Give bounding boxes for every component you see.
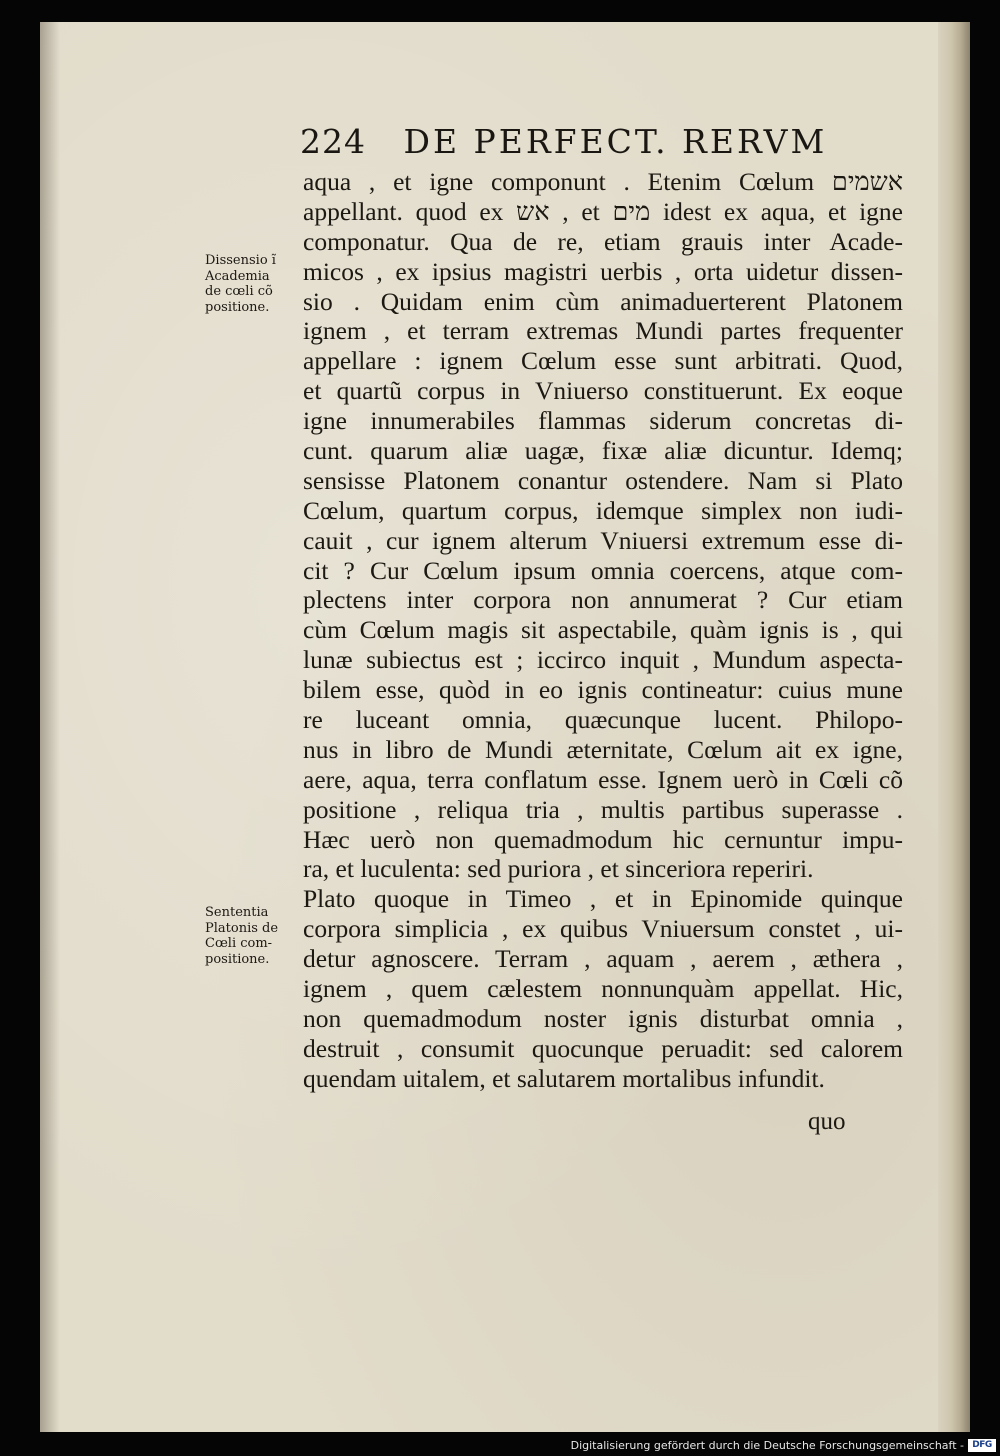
marginal-note-line: de cœli cõ [205,284,273,299]
text-line: lunæ subiectus est ; iccirco inquit , Mundum aspecta- [303,645,903,675]
text-line: cùm Cœlum magis sit aspectabile, quàm ignis is , qui [303,615,903,645]
marginal-note-line: Platonis de [205,920,279,936]
text-line: plectens inter corpora non annumerat ? Cur etiam [303,585,903,615]
text-line: igne innumerabiles flammas siderum concretas di- [303,406,903,436]
text-line: Cœlum, quartum corpus, idemque simplex non iudi- [303,495,903,525]
footer-bar [0,1436,1000,1456]
text-line: re luceant omnia, quæcunque lucent. Philopo- [303,705,903,735]
marginal-note-line: Cœli com- [205,936,273,951]
marginal-note-dissensio [205,253,301,315]
text-line: bilem esse, quòd in eo ignis contineatur: cuius mune [303,675,903,705]
page-edge [938,22,970,1432]
text-line: appellare : ignem Cœlum esse sunt arbitrati. Quod, [303,346,903,376]
text-line: nus in libro de Mundi æternitate, Cœlum ait ex igne, [303,734,903,764]
text-line: Hæc uerò non quemadmodum hic cernuntur impu- [303,824,903,854]
text-line: ignem , quem cælestem nonnunquàm appellat. Hic, [303,974,903,1004]
text-line: ignem , et terram extremas Mundi partes frequenter [303,316,903,346]
catchword: quo [808,1108,846,1135]
marginal-note-line: Academia [205,268,270,284]
text-line: detur agnoscere. Terram , aquam , aerem , æthera , [303,944,903,974]
text-line: destruit , consumit quocunque peruadit: sed calorem [303,1033,903,1063]
text-line: sio . Quidam enim cùm animaduerterent Platonem [303,286,903,316]
text-line: non quemadmodum noster ignis disturbat omnia , [303,1003,903,1033]
text-line: componatur. Qua de re, etiam grauis inter Acade- [303,226,903,256]
text-line: sensisse Platonem conantur ostendere. Nam si Plato [303,465,903,495]
marginal-note-line: positione. [205,951,270,967]
text-line: micos , ex ipsius magistri uerbis , orta uidetur dissen- [303,256,903,286]
text-line: corpora simplicia , ex quibus Vniuersum constet , ui- [303,914,903,944]
page-number: 224 [300,122,366,161]
marginal-note-line: Sententia [205,905,269,920]
text-line: cit ? Cur Cœlum ipsum omnia coercens, atque com- [303,555,903,585]
text-line: quendam uitalem, et salutarem mortalibus infundit. [303,1063,825,1093]
text-line: appellant. quod ex אש , et מים idest ex aqua, et igne [303,196,904,226]
running-head [300,122,900,161]
text-line: Plato quoque in Timeo , et in Epinomide quinque [303,884,903,914]
marginal-note-sententia [205,905,301,967]
text-line: aqua , et igne componunt . Etenim Cœlum אשמים [303,167,903,196]
text-line: cauit , cur ignem alterum Vniuersi extremum esse di- [303,525,903,555]
marginal-note-line: positione. [205,299,270,315]
gutter-shadow [40,22,60,1432]
text-line: et quartũ corpus in Vniuerso constituerunt. Ex eoque [303,376,903,406]
footer-credit: Digitalisierung gefördert durch die Deutsche Forschungsgemeinschaft - [570,1439,964,1452]
text-line: cunt. quarum aliæ uagæ, fixæ aliæ dicuntur. Idemq; [303,436,903,466]
body-text [303,167,903,1094]
text-line: aere, aqua, terra conflatum esse. Ignem uerò in Cœli cõ [303,764,903,794]
marginal-note-line: Dissensio ĩ [205,253,276,268]
text-line: ra, et luculenta: sed puriora , et sinceriora reperiri. [303,854,814,884]
text-line: positione , reliqua tria , multis partibus superasse . [303,794,903,824]
running-title: DE PERFECT. RERVM [403,122,828,161]
dfg-logo: DFG [968,1439,996,1452]
